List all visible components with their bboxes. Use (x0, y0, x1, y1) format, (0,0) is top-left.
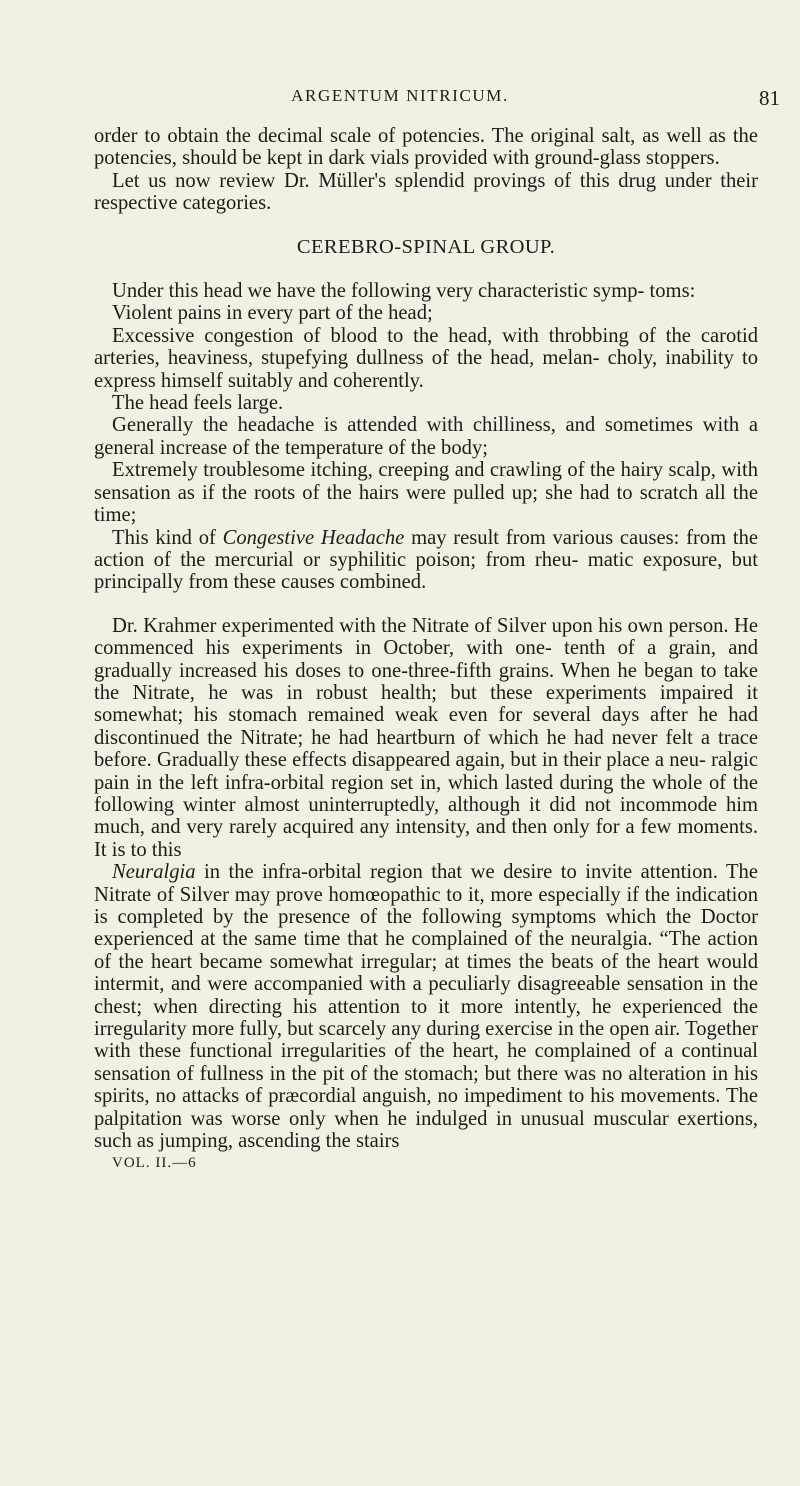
running-title: ARGENTUM NITRICUM. (291, 86, 509, 105)
paragraph: order to obtain the decimal scale of potencies. The original salt, as well as the potencies, should be kept in dark vials provided with ground-glass stoppers. (94, 125, 758, 170)
signature-mark: VOL. II.—6 (112, 1155, 197, 1172)
text-run: in the infra-orbital region that we desire to invite attention. The Nitrate of Silver may prove homœopathic to it, more especially if the indication is completed by the presence of the following symptoms which the Doctor experienced at the same time that he complained of the neuralgia. “The action of the heart became somewhat irregular; at times the beats of the heart would intermit, and were accompanied with a peculiarly disagreeable sensation in the chest; when directing his attention to it more intently, he experienced the irregularity more fully, but scarcely any during exercise in the open air. Together with these functional irregularities of the heart, he complained of a continual sensation of fullness in the pit of the stomach; but there was no alteration in his spirits, no attacks of præcordial anguish, no impediment to his movements. The palpitation was worse only when he indulged in unusual muscular exertions, such as jumping, ascending the stairs (94, 861, 758, 1153)
italic-term: Congestive Headache (222, 526, 405, 549)
paragraph: Dr. Krahmer experimented with the Nitrate of Silver upon his own person. He commenced his experiments in October, with one- tenth of a grain, and gradually increased his doses to one-three-fifth grains. When he began to take the Nitrate, he was in robust health; but these experiments impaired it somewhat; his stomach remained weak even for several days after he had discontinued the Nitrate; he had heartburn of which he had never felt a trace before. Gradually these effects disappeared again, but in their place a neu- ralgic pain in the left infra-orbital region set in, which lasted during the whole of the following winter almost uninterruptedly, although it did not incommode him much, and very rarely acquired any intensity, and then only for a few moments. It is to this (94, 614, 758, 861)
text-run: may result from various causes: from the action of the mercurial or syphilitic poison; from rheu- matic exposure, but principally from these causes combined. (94, 526, 759, 594)
paragraph (94, 861, 758, 1152)
text-run: This kind of (112, 526, 223, 549)
section-heading: CEREBRO-SPINAL GROUP. (296, 235, 556, 258)
symptom-item: The head feels large. (112, 392, 284, 415)
body-text (94, 125, 758, 1175)
paragraph: Under this head we have the following very characteristic symp- toms: (112, 280, 696, 303)
page-number: 81 (759, 86, 780, 110)
symptom-item: Generally the headache is attended with chilliness, and sometimes with a general increase of the temperature of the body; (94, 414, 758, 459)
symptom-item: Extremely troublesome itching, creeping and crawling of the hairy scalp, with sensation as if the roots of the hairs were pulled up; she had to scratch all the time; (94, 459, 758, 527)
italic-term: Neuralgia (112, 861, 196, 884)
paragraph: Let us now review Dr. Müller's splendid provings of this drug under their respective categories. (94, 169, 758, 215)
symptom-item: Violent pains in every part of the head; (112, 302, 433, 325)
paragraph (94, 527, 758, 594)
symptom-item: Excessive congestion of blood to the head, with throbbing of the carotid arteries, heaviness, stupefying dullness of the head, melan- choly, inability to express himself suitably and coherently. (94, 324, 758, 392)
